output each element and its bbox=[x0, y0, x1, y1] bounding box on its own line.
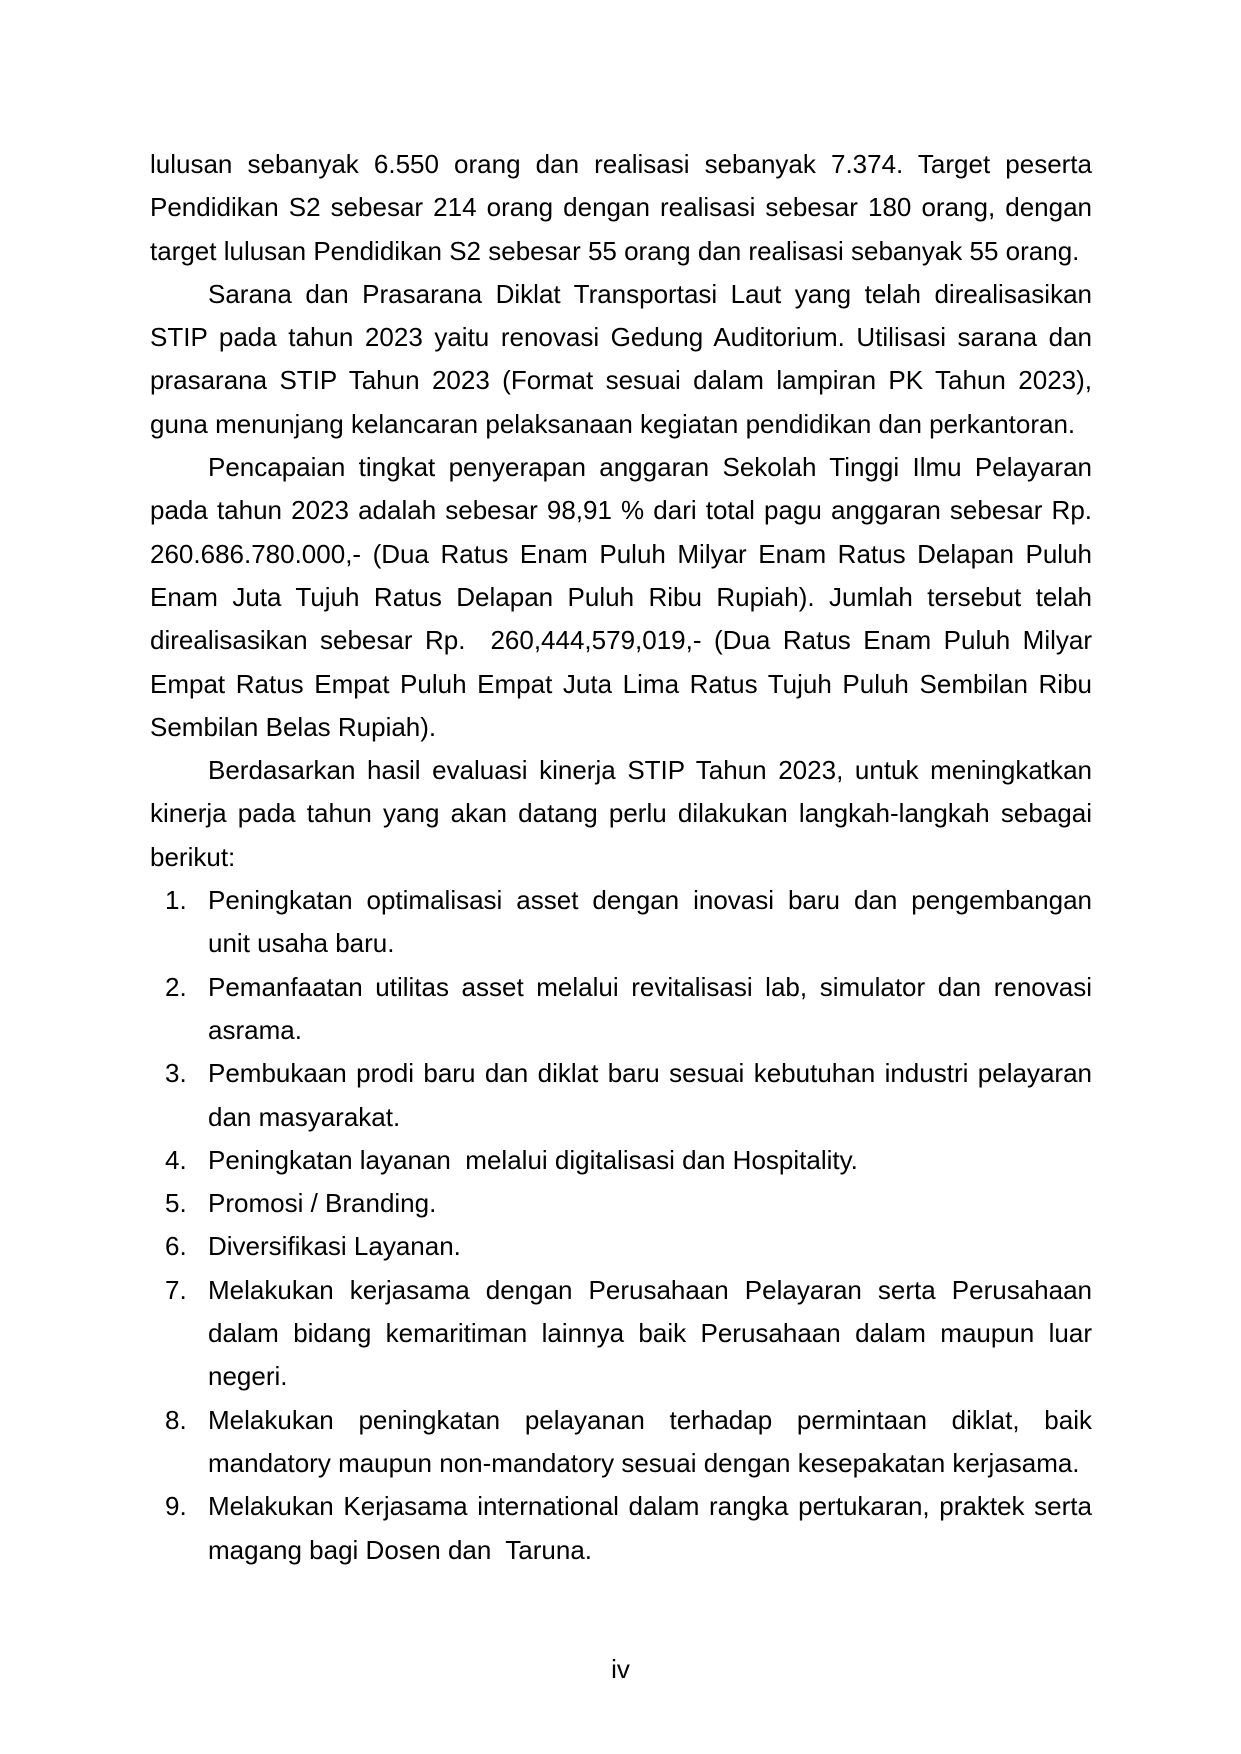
list-item bbox=[150, 1052, 1100, 1139]
paragraph: Sarana dan Prasarana Diklat Transportasi Laut yang telah direalisasikan STIP pada tahun 2023 yaitu renovasi Gedung Auditorium. Utilisasi sarana dan prasarana STIP Tahun 2023 (Format sesuai dalam lampiran PK Tahun 2023), guna menunjang kelancaran pelaksanaan kegiatan pendidikan dan perkantoran. bbox=[150, 278, 1100, 439]
list-item bbox=[150, 966, 1100, 1053]
list-item-text: Peningkatan layanan melalui digitalisasi dan Hospitality. bbox=[208, 1144, 858, 1175]
list-item-text: Diversifikasi Layanan. bbox=[208, 1231, 461, 1262]
list-item bbox=[150, 1485, 1100, 1572]
list-item bbox=[150, 879, 1100, 966]
list-item-number: 2. bbox=[165, 971, 187, 1002]
list-item-number: 4. bbox=[165, 1144, 187, 1175]
list-item-number: 7. bbox=[165, 1274, 187, 1305]
list-item-text: Melakukan Kerjasama international dalam rangka pertukaran, praktek serta magang bagi Dosen dan Taruna. bbox=[208, 1491, 1100, 1565]
list-item bbox=[150, 1139, 1092, 1182]
list-item-text: Melakukan peningkatan pelayanan terhadap permintaan diklat, baik mandatory maupun non-mandatory sesuai dengan kesepakatan kerjasama. bbox=[208, 1404, 1100, 1478]
list-item-number: 5. bbox=[165, 1188, 187, 1219]
list-item-number: 6. bbox=[165, 1231, 187, 1262]
list-item bbox=[150, 1399, 1100, 1486]
page-number: iv bbox=[611, 1654, 630, 1684]
list-item bbox=[150, 1225, 1092, 1268]
action-items-list bbox=[150, 879, 1100, 1572]
paragraph: lulusan sebanyak 6.550 orang dan realisasi sebanyak 7.374. Target peserta Pendidikan S2 sebesar 214 orang dengan realisasi sebesar 180 orang, dengan target lulusan Pendidikan S2 sebesar 55 orang dan realisasi sebanyak 55 orang. bbox=[150, 149, 1100, 266]
list-item bbox=[150, 1182, 1092, 1225]
list-item-number: 8. bbox=[165, 1404, 187, 1435]
list-item-text: Promosi / Branding. bbox=[208, 1188, 437, 1219]
list-item-number: 1. bbox=[165, 885, 187, 916]
paragraph: Berdasarkan hasil evaluasi kinerja STIP Tahun 2023, untuk meningkatkan kinerja pada tahun yang akan datang perlu dilakukan langkah-langkah sebagai berikut: bbox=[150, 755, 1100, 872]
list-item-text: Pemanfaatan utilitas asset melalui revitalisasi lab, simulator dan renovasi asrama. bbox=[208, 971, 1100, 1045]
list-item-text: Peningkatan optimalisasi asset dengan inovasi baru dan pengembangan unit usaha baru. bbox=[208, 885, 1100, 959]
paragraph: Pencapaian tingkat penyerapan anggaran Sekolah Tinggi Ilmu Pelayaran pada tahun 2023 adalah sebesar 98,91 % dari total pagu anggaran sebesar Rp. 260.686.780.000,- (Dua Ratus Enam Puluh Milyar Enam Ratus Delapan Puluh Enam Juta Tujuh Ratus Delapan Puluh Ribu Rupiah). Jumlah tersebut telah direalisasikan sebesar Rp. 260,444,579,019,- (Dua Ratus Enam Puluh Milyar Empat Ratus Empat Puluh Empat Juta Lima Ratus Tujuh Puluh Sembilan Ribu Sembilan Belas Rupiah). bbox=[150, 452, 1100, 742]
list-item-number: 3. bbox=[165, 1058, 187, 1089]
document-body bbox=[150, 143, 1100, 1572]
list-item bbox=[150, 1269, 1100, 1399]
list-item-text: Pembukaan prodi baru dan diklat baru sesuai kebutuhan industri pelayaran dan masyarakat. bbox=[208, 1058, 1100, 1132]
list-item-text: Melakukan kerjasama dengan Perusahaan Pelayaran serta Perusahaan dalam bidang kemaritiman lainnya baik Perusahaan dalam maupun luar negeri. bbox=[208, 1274, 1100, 1392]
list-item-number: 9. bbox=[165, 1491, 187, 1522]
